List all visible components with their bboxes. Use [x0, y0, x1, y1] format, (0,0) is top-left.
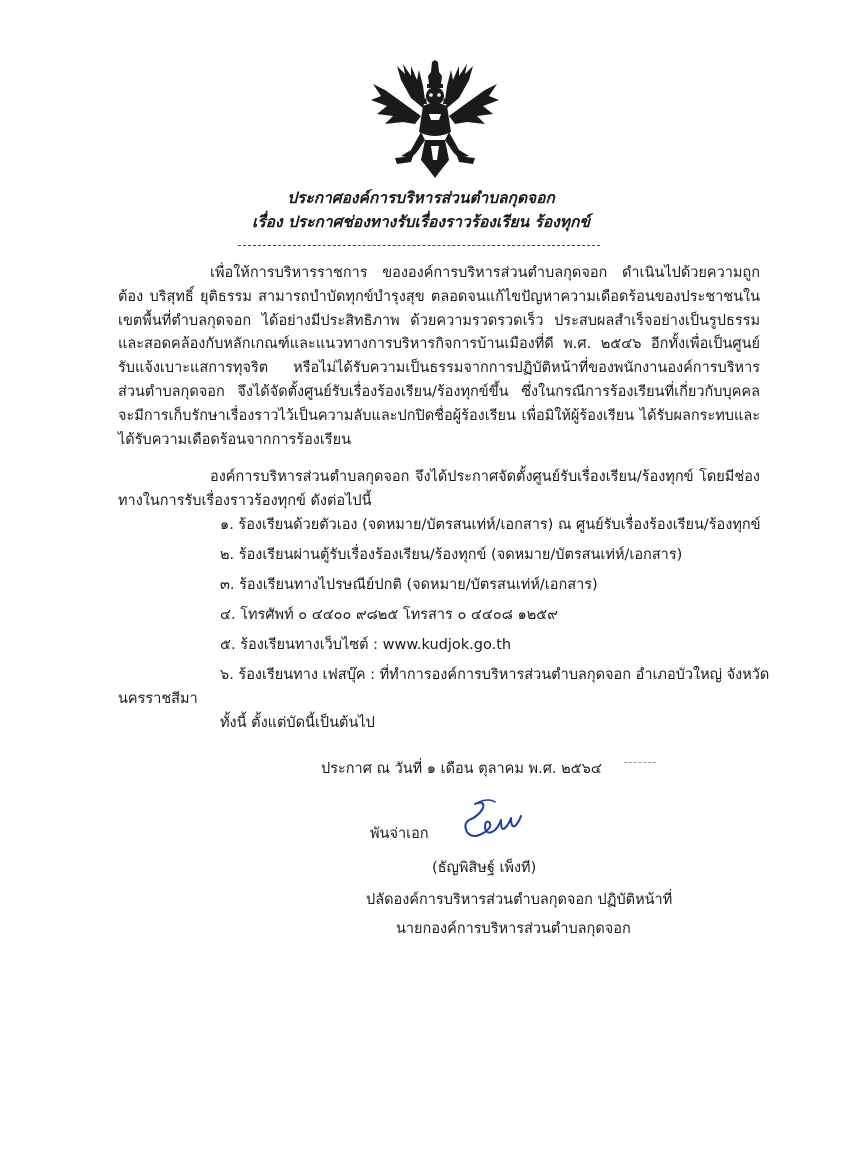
paragraph2-text: องค์การบริหารส่วนตำบลกุดจอก จึงได้ประกาศจัดตั้งศูนย์รับเรื่องเรียน/ร้องทุกข์ โดยมีช่องทางในการรับเรื่องราวร้องทุกข์ ดังต่อไปนี้ [118, 469, 760, 509]
channel-item-6-continuation: นครราชสีมา [118, 691, 198, 707]
channel-item-2: ๒. ร้องเรียนผ่านตู้รับเรื่องร้องเรียน/ร้องทุกข์ (จดหมาย/บัตรสนเท่ห์/เอกสาร) [220, 547, 683, 563]
signature-image [455, 798, 525, 850]
signatory-name: (ธัญพิสิษฐ์ เพ็งที) [432, 860, 537, 876]
channel-item-3: ๓. ร้องเรียนทางไปรษณีย์ปกติ (จดหมาย/บัตรสนเท่ห์/เอกสาร) [220, 577, 598, 593]
channel-item-1: ๑. ร้องเรียนด้วยตัวเอง (จดหมาย/บัตรสนเท่ห์/เอกสาร) ณ ศูนย์รับเรื่องร้องเรียน/ร้องทุกข์ [220, 517, 761, 533]
body-paragraph-channels-intro [118, 466, 760, 514]
signatory-position-line2: นายกองค์การบริหารส่วนตำบลกุดจอก [396, 921, 631, 937]
announcement-title [0, 186, 842, 234]
channel-item-6-text: ๖. ร้องเรียนทาง เฟสบุ๊ค : ที่ทำการองค์การบริหารส่วนตำบลกุดจอก อำเภอบัวใหญ่ จังหวัด [220, 667, 770, 683]
date-dash-mark [624, 762, 656, 763]
signatory-position-line1: ปลัดองค์การบริหารส่วนตำบลกุดจอก ปฏิบัติหน้าที่ [366, 892, 673, 908]
body-paragraph-purpose [118, 262, 760, 452]
title-line-organization: ประกาศองค์การบริหารส่วนตำบลกุดจอก [287, 188, 555, 207]
channel-item-6 [118, 664, 770, 707]
paragraph1-text: เพื่อให้การบริหารราชการ ขององค์การบริหารส่วนตำบลกุดจอก ดำเนินไปด้วยความถูกต้อง บริสุทธิ์ ยุติธรรม สามารถบำบัดทุกข์บำรุงสุข ตลอดจนแก้ไขปัญหาความเดือดร้อนของประชาชนในเขตพื้นที่ตำบลกุดจอก ได้อย่างมีประสิทธิภาพ ด้วยความรวดรวดเร็ว ประสบผลสำเร็จอย่างเป็นรูปธรรม และสอดคล้องกับหลักเกณฑ์และแนวทางการบริหารกิจการบ้านเมืองที่ดี พ.ศ. ๒๕๔๖ อีกทั้งเพื่อเป็นศูนย์รับแจ้งเบาะแสการทุจริต หรือไม่ได้รับความเป็นธรรมจากการปฏิบัติหน้าที่ของพนักงานองค์การบริหารส่วนตำบลกุดจอก จึงได้จัดตั้งศูนย์รับเรื่องร้องเรียน/ร้องทุกข์ขึ้น ซึ่งในกรณีการร้องเรียนที่เกี่ยวกับบุคคล จะมีการเก็บรักษาเรื่องราวไว้เป็นความลับและปกปิดชื่อผู้ร้องเรียน เพื่อมิให้ผู้ร้องเรียน ได้รับผลกระทบและได้รับความเดือดร้อนจากการร้องเรียน [118, 265, 760, 448]
title-line-subject: เรื่อง ประกาศช่องทางรับเรื่องราวร้องเรียน ร้องทุกข์ [252, 212, 590, 231]
signatory-rank: พันจ่าเอก [370, 826, 429, 842]
title-divider [238, 245, 600, 246]
announcement-date: ประกาศ ณ วันที่ ๑ เดือน ตุลาคม พ.ศ. ๒๕๖๔ [321, 761, 602, 777]
garuda-emblem-icon [371, 60, 499, 178]
closing-statement: ทั้งนี้ ตั้งแต่บัดนี้เป็นต้นไป [220, 715, 375, 731]
channel-item-5: ๕. ร้องเรียนทางเว็บไซต์ : www.kudjok.go.th [220, 637, 512, 653]
channel-item-4: ๔. โทรศัพท์ ๐ ๔๔๐๐ ๙๘๒๕ โทรสาร ๐ ๔๔๐๘ ๑๒๕๙ [220, 607, 558, 623]
